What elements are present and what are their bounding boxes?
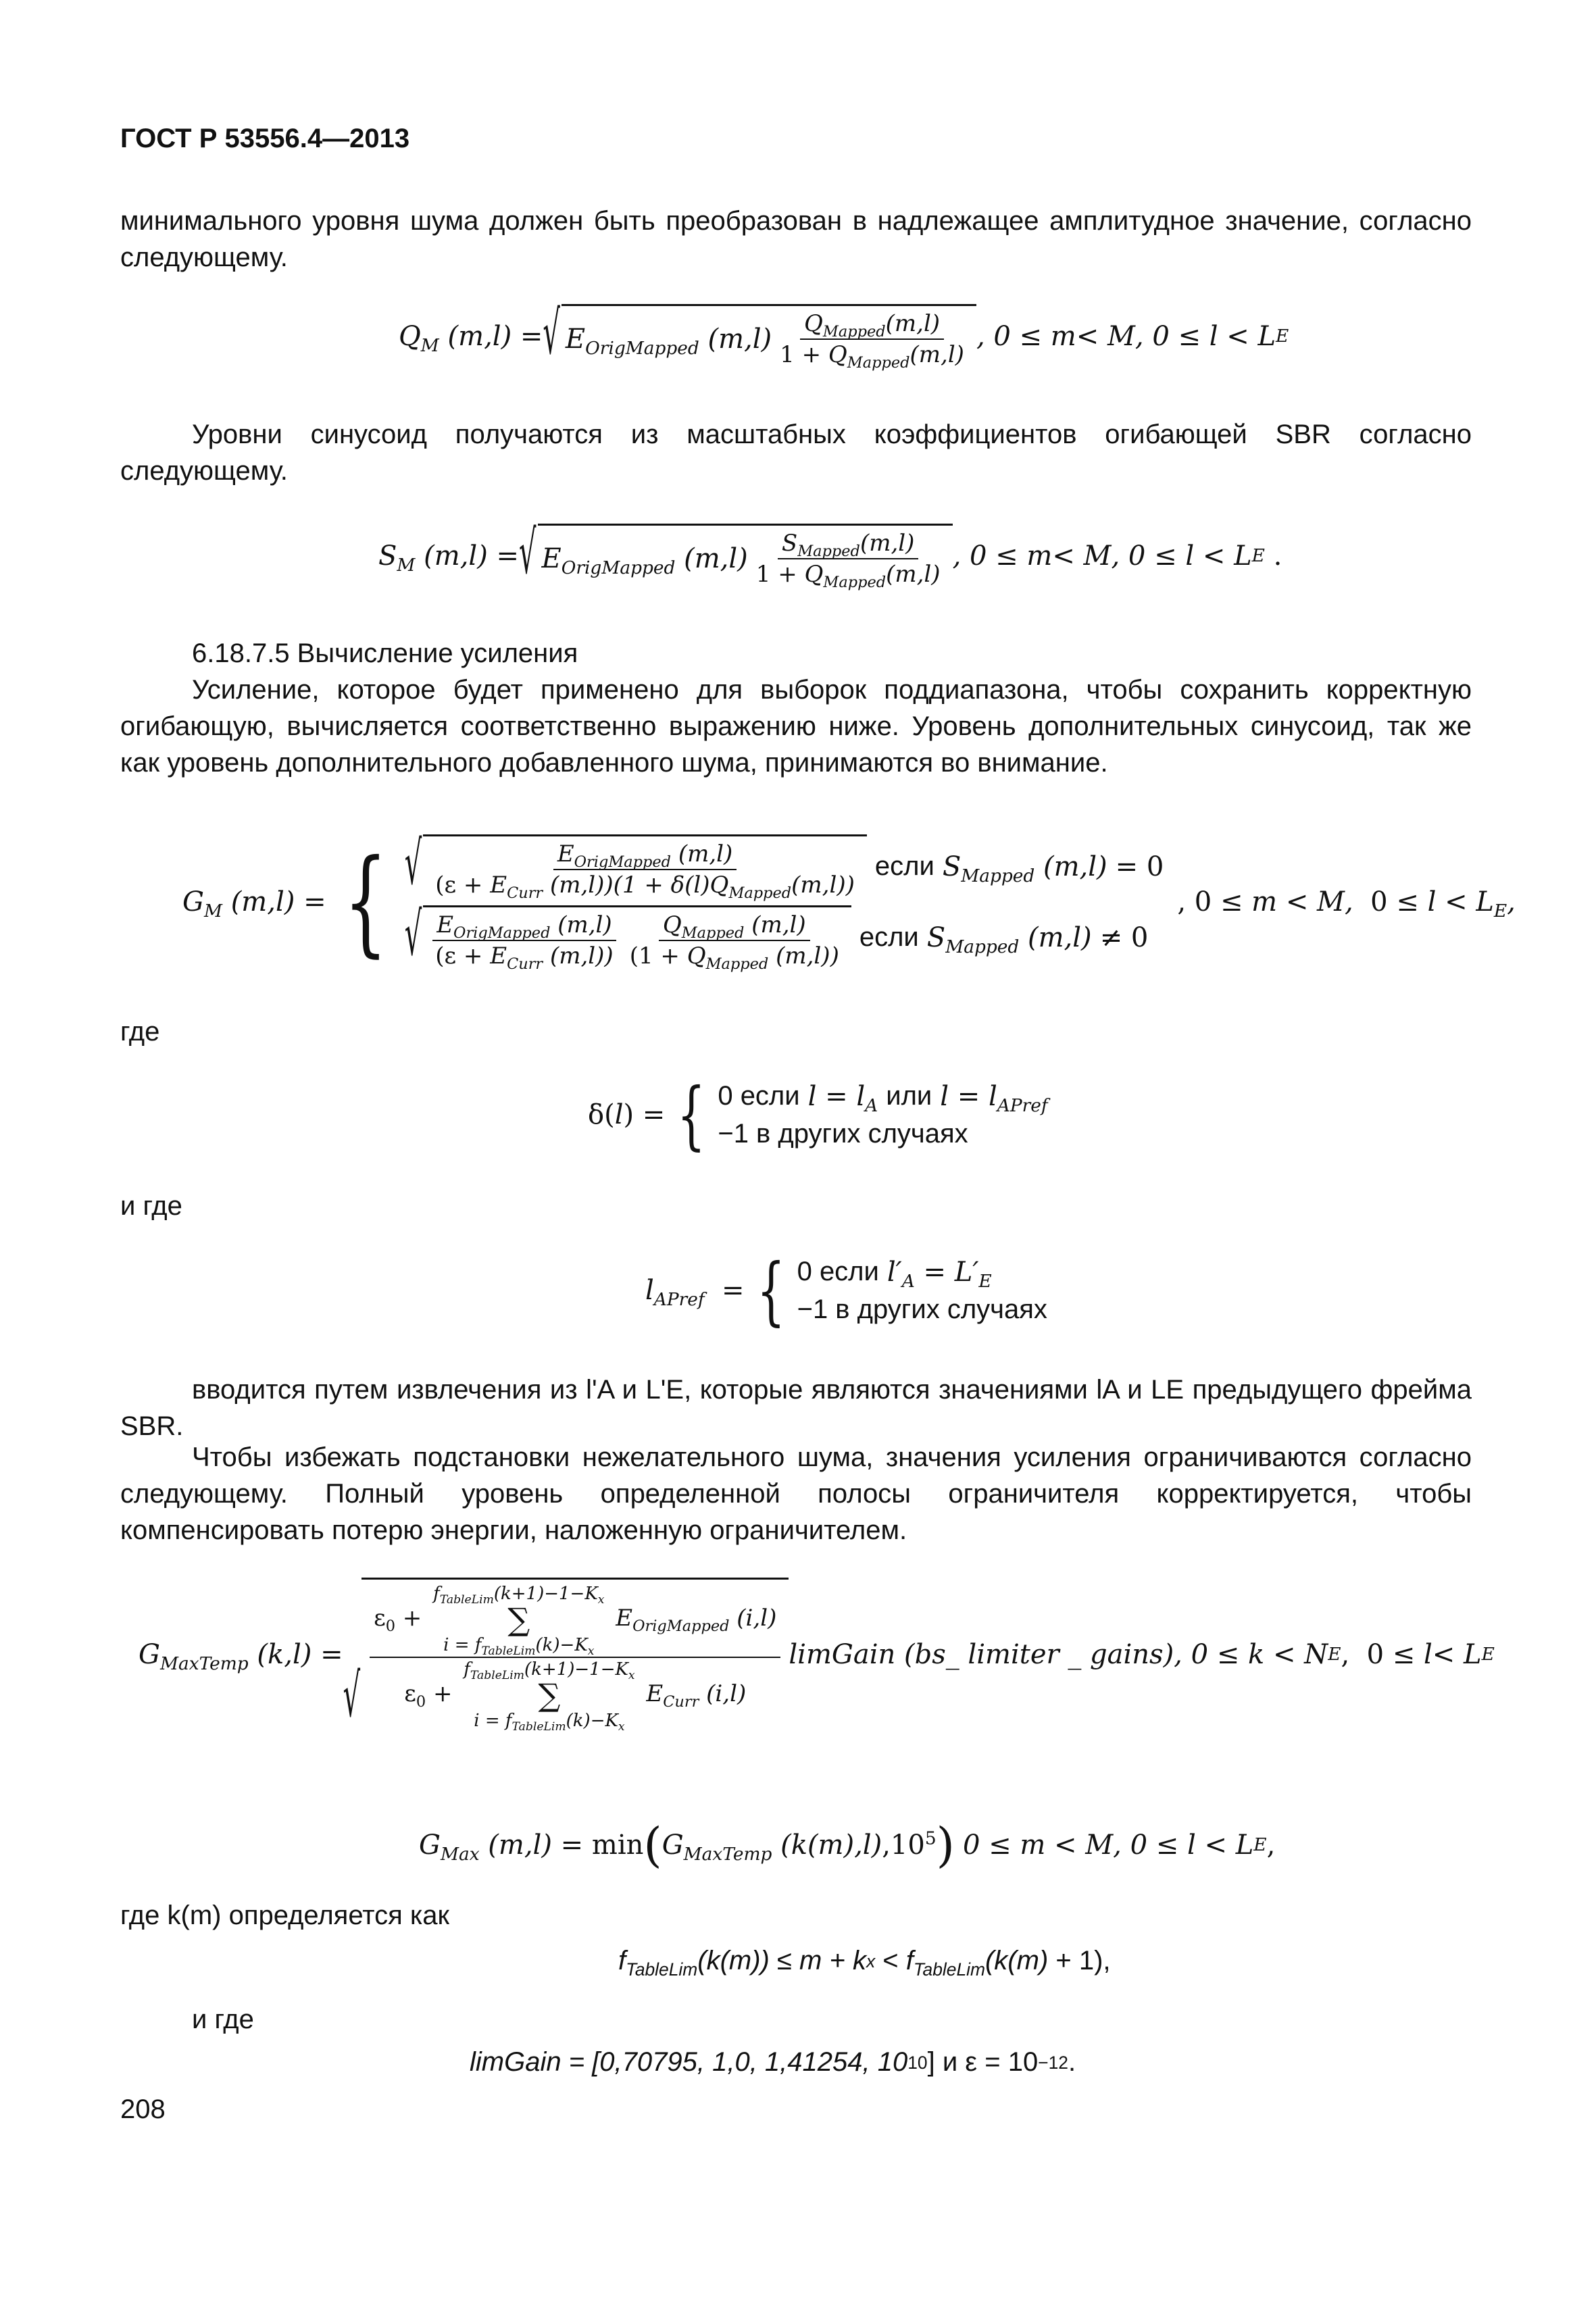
where-label-3: и где xyxy=(192,2005,254,2034)
qm-condition: , 0 ≤ m< M, 0 ≤ l < L xyxy=(976,320,1276,352)
paragraph-gain-intro: Усиление, которое будет применено для выборок поддиапазона, чтобы сохранить корректную огибающую, вычисляется соответственно выражению ниже. Уровень дополнительных синусоид, так же как уровень дополнительного добавленного шума, принимаются во внимание. xyxy=(120,675,1472,778)
gmaxtemp-args: limGain (bs_ limiter _ gains), 0 ≤ k < N xyxy=(789,1638,1328,1670)
ftable-expr: (k(m)) ≤ m + k xyxy=(697,1946,866,1976)
equation-gmax: $G_{Max}$ (m,l) = min ( $G_{MaxTemp}$ $(k(m),l),10^5$ ) 0 ≤ m < M, 0 ≤ l < L E , xyxy=(419,1817,1276,1873)
equation-lapref: $l_{APref}$ = { 0 если $l'_A = L'_E$ −1 в других случаях xyxy=(645,1247,1047,1334)
delta-case-1: 0 если xyxy=(718,1081,800,1111)
case-zero-val: = 0 xyxy=(1115,851,1164,882)
case-if-zero: если xyxy=(874,851,934,881)
paragraph-sinusoid-levels: Уровни синусоид получаются из масштабных коэффициентов огибающей SBR согласно следующему. xyxy=(120,420,1472,486)
equation-sm: $S_M$ (m,l) = √ $E_{OrigMapped}$ (m,l) $\frac{S_{Mapped}(m,l)}{1 + Q_{Mapped}(m,l)}$ , 0 ≤ m< M, 0 ≤ l < L E . xyxy=(378,519,1282,591)
page-number: 208 xyxy=(120,2094,166,2124)
paragraph-noise-level: минимального уровня шума должен быть преобразован в надлежащее амплитудное значение, согласно следующему. xyxy=(120,206,1472,272)
equation-ftablelim: $f_{TableLim}$ (k(m)) ≤ m + k x < $f_{TableLim}(k(m)$ + 1), xyxy=(618,1946,1111,1980)
equation-qm: $Q_M$ (m,l) = √ $E_{OrigMapped}$ (m,l) $\frac{Q_{Mapped}(m,l)}{1 + Q_{Mapped}(m,l)}$ , 0 ≤ m< M, 0 ≤ l < L E xyxy=(399,299,1289,372)
paragraph-extract: вводится путем извлечения из l'A и L'E, которые являются значениями lA и LE предыдущего фрейма SBR. xyxy=(120,1375,1472,1441)
limgain-values: limGain = [0,70795, 1,0, 1,41254, 10 xyxy=(470,2047,908,2077)
lapref-case-2: −1 в других случаях xyxy=(797,1294,1047,1324)
case-nonzero-val: ≠ 0 xyxy=(1099,922,1149,953)
equation-delta: δ( l ) = { 0 если $l = l_A$ или $l = l_{APref}$ −1 в других случаях xyxy=(588,1072,1048,1158)
gmax-condition: 0 ≤ m < M, 0 ≤ l < L xyxy=(962,1830,1254,1861)
where-label-2: и где xyxy=(120,1191,182,1221)
document-header: ГОСТ Р 53556.4—2013 xyxy=(120,124,410,153)
paragraph-limiter: Чтобы избежать подстановки нежелательного шума, значения усиления ограничиваются согласно следующему. Полный уровень определенной полосы ограничителя корректируется, чтобы компенсировать потерю энергии, наложенную ограничителем. xyxy=(120,1442,1472,1545)
delta-case-2: −1 в других случаях xyxy=(718,1118,968,1149)
sm-condition: , 0 ≤ m< M, 0 ≤ l < L xyxy=(952,540,1252,572)
equation-limgain: limGain = [0,70795, 1,0, 1,41254, 10 10 ] и ε = 10 −12 . xyxy=(470,2047,1076,2077)
limgain-eps: ] и ε = 10 xyxy=(927,2047,1039,2077)
lapref-case-1: 0 если xyxy=(797,1257,879,1286)
equation-gm: $G_M$ (m,l) = { √ $\frac{E_{OrigMapped} (m,l)}{(\varepsilon + E_{Curr} (m,l))(1 + \delta(l)Q_{Mapped}(m,l))}$ если $S_{Mapped}$ (m,l) = 0 √ $\frac{E_{OrigMapped} (m,l)}{(\varepsilon + E_{Curr} (m,l))}$ $\frac{Q_{Mapped} (m,l)}{(1 + Q_{Mapped} (m,l))}$ если $S_{Mapped}$ (m,l) ≠ 0 , 0 ≤ m < M, $0 \le l < L_E$, xyxy=(182,830,1516,973)
where-label-1: где xyxy=(120,1017,160,1047)
where-km-label: где k(m) определяется как xyxy=(120,1901,450,1930)
case-if-nonzero: если xyxy=(859,922,919,952)
equation-gmaxtemp: $G_{MaxTemp}$ (k,l) = √ $\varepsilon_0$ + $f_{TableLim}(k+1)-1-K_x$ ∑ $i = f_{TableLim}(k)-K_x$ $E_{OrigMapped}$ (i,l) $\varepsilon_0$ + $f_{TableLim}(k+1)-1-K_x$ ∑ $i = f_{TableLim}(k)-K_x$ $E_{Curr}$ (i,l) limGain (bs_ limiter _ gains), 0 ≤ k < N E , 0 ≤ l < L E xyxy=(139,1578,1495,1731)
section-heading: 6.18.7.5 Вычисление усиления xyxy=(192,638,578,668)
